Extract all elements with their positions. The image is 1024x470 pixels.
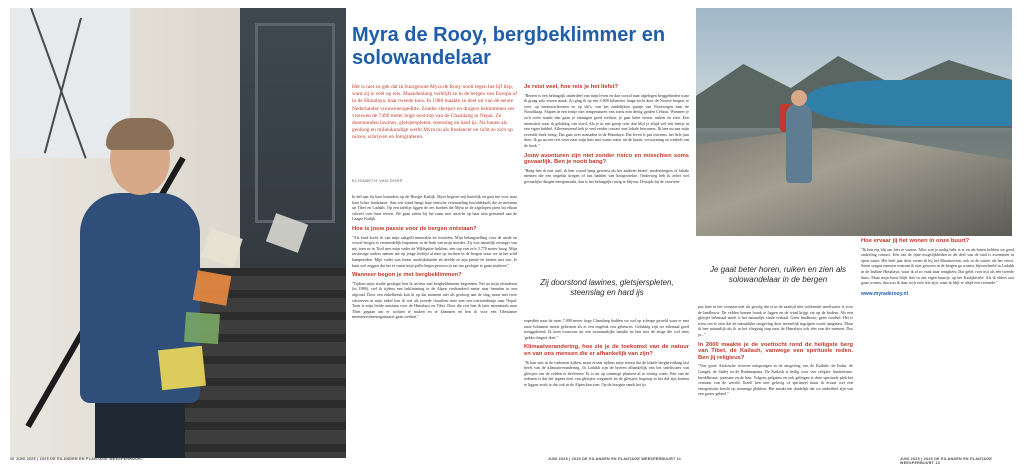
- rocky-ridge: [696, 128, 1012, 236]
- answer-paragraph: "Ik kan niet in de toekomst kijken, maar ervaar tijdens mijn reizen dat de lokale bergbevolking last heeft van de klimaatverandering. In Ladakh zijn de boeren afhankelijk van het smeltwater van gletsjers om de velden te bevloeien. Er is nu op sommige plaatsen al te weinig water. Eén van de redenen is dat het tegens doet van gletsjers wegsmelt en de gletsjers hogerop in het dal zijn komen te liggen zoals je dat ook in de Alpen kan zien. Op de hoogste smelt het ijs: [524, 359, 689, 387]
- question-heading: Klimaatverandering, hoe zie je de toekomst van de natuur en van ons mensen die er afhankelijk van zijn?: [524, 344, 689, 357]
- text-column-2: [524, 84, 689, 185]
- pull-quote: Zij doorstond lawines, gletsjerspleten, steenslag en hard ijs: [540, 278, 674, 297]
- website-link[interactable]: www.myraderooy.nl: [861, 290, 908, 297]
- page-footer-middle: JUNI 2025 | 2025 DE EILANDEN EN PLANTAGE WEESPERBUURT 11: [548, 457, 682, 461]
- answer-paragraph: "Ik ben erg blij om hier te wonen. Alles wat je nodig hebt is er en als buren hebben we goed onderling contact. Eén van de fijne mogelijkheden in dit deel van de stad is zwemmen in open water. Het hele jaar door zwem ik bij het Marinterrein, ook in de winter als het vriest. Soms vragen mensen waarom ik niet gewoon in de bergen ga wonen, bijvoorbeeld in Ladakh in de Indiase Himalaya, waar ik al zo vaak naar terugkeer. Dat geldt voor mij als een tweede thuis. Maar mijn basis blijft hier in ons eigen buurtje, op het Kadijksveld. Als ik elders zou gaan wonen, dan zou ik daar toch echt iets zijn, want ik blijf er altijd een vreemde.": [861, 246, 1014, 286]
- photo-credit: FOTO: ELISABETH VAN DORP: [13, 378, 17, 428]
- question-heading: Hoe is jouw passie voor de bergen ontstaan?: [352, 225, 477, 232]
- hiker: [786, 103, 812, 183]
- answer-paragraph: pas later in het voorjaar met als gevolg dat er in de zaaitijd niet voldoende smeltwater is voor de landbouw. De velden komen braak te liggen en de wind krijgt vat op de bodem. Als een gletsjer helemaal smelt is het natuurlijk einde verhaal. Geen landbouw, geen voedsel. Het is triest om te zien dat de natuurlijke omgeving door menselijk ingrijpen wordt aangetast. Maar ik ben natuurlijk als ik in het vliegtuig stap naar de Himalaya ook één van die mensen. Dus ja...": [698, 304, 853, 337]
- byline: ELISABETH VAN DORP: [352, 178, 403, 183]
- answer-paragraph: "Bang ben ik niet snel, ik ben vooral bang geweest als het anderen betrof, medereizigers of lokale mensen die een ongeluk kregen of last hadden van hoogteziekte. Onderweg heb ik zeker wel gevaarlijke dingen meegemaakt, dan is het belangrijk rustig te blijven. Destijds bij de vrouwen-: [524, 167, 689, 184]
- photo-credit: FOTO: MYRA DE ROOY: [1003, 190, 1007, 224]
- page-footer-right: JUNI 2025 | 2025 DE EILANDEN EN PLANTAGE WEESPERBUURT 13: [900, 457, 993, 465]
- text-column-4: [698, 304, 853, 397]
- answer-paragraph: "Reizen is een belangrijk onderdeel van mijn leven en dan vooral naar afgelegen berggebieden waar ik graag solo-reizen maak. Zo ging ik op een 3.000 kilometer lange tocht door de Noorse bergen, te voet, op sneeuwschoenen en op ski's, van het zuidelijkste puntje van Noorwegen naar de Noordkaap. Slapen in een tentje met temperaturen van soms min dertig graden Celsius. Wanneer je zo'n tocht maakt dan gaan je zintuigen goed werken, je gaat beter horen, ruiken en zien. Een intensiteit waar ik gelukkig van word. Als je in een groep reist dan blijf je altijd wel een beetje in een eigen bubbel. Alleenreizend heb je veel eerder contact met lokale bewoners. Ik ben nu aan mijn zevende boek bezig. Dat gaat over nomaden in de Himalaya. Dat leven is pas extreem, het hele jaar door. Ik ga na een reis weer naar mijn huis met warm water uit de kraan, verwarming en winkels om de hoek.": [524, 92, 689, 148]
- mountain-lake: [806, 80, 1012, 126]
- portrait-photo: [10, 8, 346, 458]
- answer-paragraph: "Vier grote Aziatische rivieren ontspringen in de omgeving van de Kailash: de Indus, de Ganges, de Sutlej en de Brahmaputra. De Kailash is heilig voor vier religies: hindoeisme, boeddhisme, jainisme en de bön. Volgens pelgrims en ook gelingen is deze spirituele plek het centrum van de wereld. Ikzelf ben niet gelovig of spiritueel maar ik ervaar wel een energetische kracht op sommige plekken. Het maakt me duidelijk dat we onderdeel zijn van een groter geheel.": [698, 363, 853, 397]
- question-heading: Hoe ervaar jij het wonen in onze buurt?: [861, 238, 970, 244]
- lead-paragraph: In bel aan bij haar huisadres op de Hoogte Kadijk. Myra begroet mij hartelijk en gaat me voor naar haar lichte huiskamer. Aan een wand hangt haar etnische verzameling hoofddeksels die ze meenam uit Tibet en Ladakh. Op een tafeltje liggen de zes boeken die Myra in de afgelopen jaren bij elkaar schreef over haar reizen. We gaan zitten bij het raam met uitzicht op haar tuin grenzend aan de Laagte Kadijk.: [352, 194, 517, 222]
- answer-paragraph: "Tijdens mijn studie geologie ben ik serieus met bergbeklimmen begonnen. Net na mijn afstuderen (in 1986), viel ik tijdens een bekliniming in de Alpen vierhonderd meter naar beneden in een afgrond. Door een enkelbreuk kon ik op dat moment niet als geoloog aan de slag, maar met twee schroeven in mijn enkel kon ik wel als tweede chauffeur mee met een toeristenbusje naar Nepal. Toen is mijn liefde ontstaan voor de Himalaya en Tibet. Door die reis ben ik later meermaals naar Tibet gegaan om er tochten te maken en te klimmen en ben ik voor een Tibetaanse mensenrechtenorganisatie gaan werken.": [352, 280, 517, 320]
- answer-paragraph: "Als kind kocht ik van mijn zakgeld mineralen en fossielen. Mijn belangstelling voor de aarde en vooral bergen is vermoedelijk begonnen in de buik van mijn moeder. Zij was namelijk zwanger van mij toen ze in Tirol met mijn vader de Wildspitze beklom, een top van zo'n 3.770 meter hoog. Mijn reislustige ouders namen me op jonge leeftijd al mee op tochten in de bergen waar we in het wild kampeerden. Mijn vader was leraar aardrijkskunde en deelde zo zijn passie en kennis met ons. Je kunt wel zeggen dat het er vanaf mijn prille begin gewoon in zat om geologie te gaan studeren.": [352, 234, 517, 268]
- article-intro: Het is niet zo gek dat ik buurgenote Myra de Rooy nooit tegen het lijf liep, want zij is veel op reis. Maandenlang verblijft ze in de bergen van Europa of in de Himalaya, haar tweede huis. In 1988 maakte ze deel uit van de eerste Nederlandse vrouwenexpeditie. Zonder sherpa's en dragers beklommen zes vrouwen de 7490 meter hoge oost-top van de Chamlang in Nepal. Ze doorstonden lawines, gletsjerspleten, steenslag en hard ijs. Na banen als geoloog en milieukundige werkt Myra nu als freelancer en richt ze zich op reizen, schrijven en fotograferen.: [352, 84, 518, 141]
- question-heading: Je reist veel, hoe reis je het liefst?: [524, 84, 619, 90]
- question-heading: Wanneer begon je met bergbeklimmen?: [352, 272, 462, 279]
- prayer-flag: [184, 312, 220, 344]
- window-frame: [255, 23, 335, 223]
- question-heading: Jouw avonturen zijn niet zonder risico en misschien soms gevaarlijk. Ben je nooit bang?: [524, 152, 689, 166]
- mountain-photo: [696, 8, 1012, 236]
- page-footer-left: 10 JUNI 2025 | 2025 DE EILANDEN EN PLANTAGE WEESPERBUURT: [10, 457, 144, 461]
- prayer-flag: [158, 346, 206, 390]
- text-column-1: [352, 194, 517, 320]
- pull-quote: Je gaat beter horen, ruiken en zien als solowandelaar in de bergen: [709, 265, 847, 284]
- article-headline: Myra de Rooy, bergbeklimmer en solowandelaar: [352, 24, 666, 69]
- text-column-3: [524, 318, 689, 388]
- text-column-5: [861, 238, 1014, 297]
- hiker-head: [791, 90, 807, 106]
- prayer-flag: [193, 270, 232, 305]
- answer-paragraph: expeditie naar de ruim 7.000 meter hoge Chamlang hadden we wel op scherpe gesteld waar er met onze lichamen moest gebeuren als er een ongeluk zou gebeuren. Gelukkig zijn we allemaal goed teruggekeerd. Ik kom trouwens uit een avontuurlijke familie en ben niet de enige die wel eens 'gekke dingen' doet.": [524, 318, 689, 340]
- person-hair: [106, 118, 174, 150]
- question-heading: In 2000 maakte je de voettocht rond de heiligste berg van Tibet, de Kailash, vanwege een spirituele reden. Ben jij religieus?: [698, 341, 853, 361]
